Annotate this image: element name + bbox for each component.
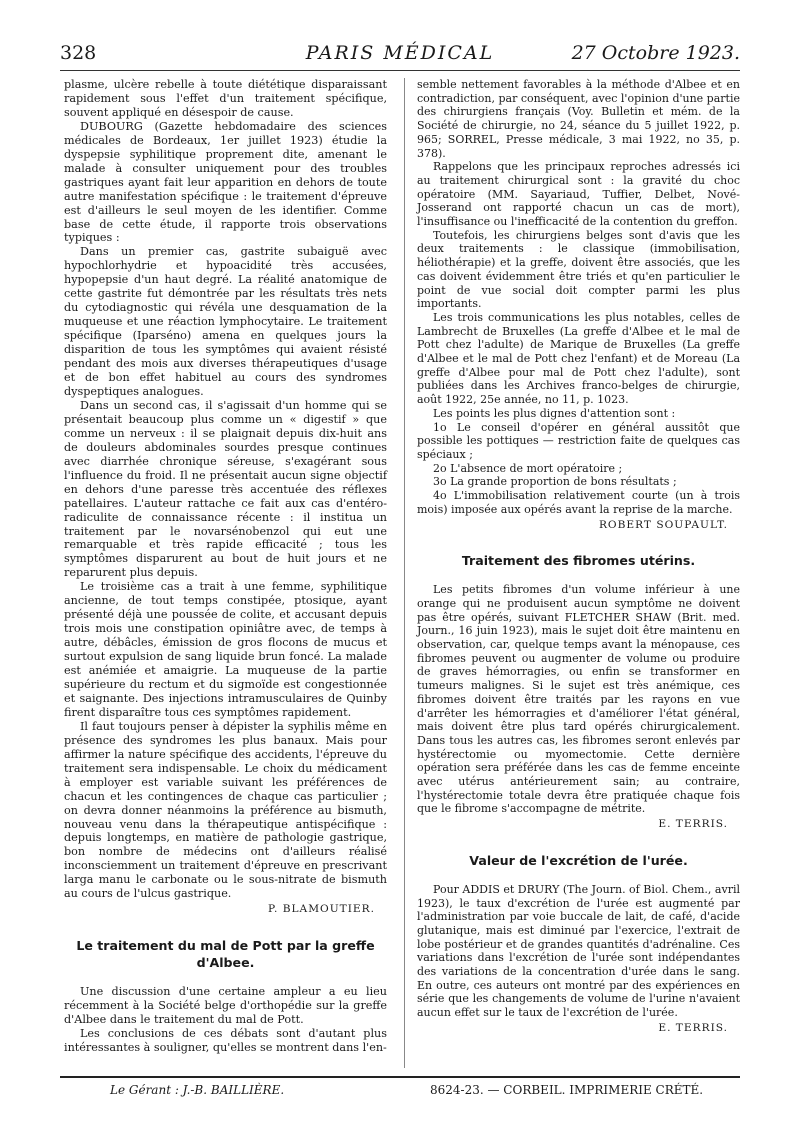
left-column [64, 78, 387, 1055]
paragraph: Les trois communications les plus notables, celles de Lambrecht de Bruxelles (La greffe d'Albee et le mal de Pott chez l'adulte) de Marique de Bruxelles (La greffe d'Albee et le mal de Pott chez l'enfant) et de Moreau (La greffe d'Albee pour mal de Pott chez l'adulte), sont publiées dans les Archives franco-belges de chirurgie, août 1922, 25e année, no 11, p. 1023. [417, 310, 740, 407]
list-item: 4o L'immobilisation relativement courte (un à trois mois) imposée aux opérés avant la reprise de la marche. [417, 489, 740, 516]
right-column [417, 78, 740, 1036]
paragraph: semble nettement favorables à la méthode d'Albee et en contradiction, par conséquent, avec l'opinion d'une partie des chirurgiens français (Voy. Bulletin et mém. de la Société de chirurgie, no 24, séance du 5 juillet 1922, p. 965; SORREL, Presse médicale, 3 mai 1922, no 35, p. 378). [417, 78, 740, 160]
author-signature: P. BLAMOUTIER. [268, 903, 375, 916]
list-item: 1o Le conseil d'opérer en général aussitôt que possible les pottiques — restriction faite de quelques cas spéciaux ; [417, 420, 740, 461]
paragraph: Le troisième cas a trait à une femme, syphilitique ancienne, de tout temps constipée, ptosique, ayant présenté déjà une poussée de colite, et accusant depuis trois mois une constipation opiniâtre avec, de temps à autre, débâcles, émission de gros flocons de mucus et surtout expulsion de sang liquide brun foncé. La malade est anémiée et amaigrie. La muqueuse de la partie supérieure du rectum et du sigmoïde est congestionnée et saignante. Des injections intramusculaires de Quinby firent disparaître tous ces symptômes rapidement. [64, 580, 387, 719]
paragraph: plasme, ulcère rebelle à toute diététique disparaissant rapidement sous l'effet d'un traitement spécifique, souvent appliqué en désespoir de cause. [64, 78, 387, 119]
page-number: 328 [60, 42, 97, 64]
journal-title: PARIS MÉDICAL [305, 42, 495, 64]
list-item: 3o La grande proportion de bons résultats ; [433, 475, 677, 489]
paragraph: Les points les plus dignes d'attention sont : [433, 406, 676, 420]
paragraph: Rappelons que les principaux reproches adressés ici au traitement chirurgical sont : la gravité du choc opératoire (MM. Sayariaud, Tuffier, Delbet, Nové-Josserand ont rapporté chacun un cas de mort), l'insuffisance ou l'inefficacité de la contention du greffon. [417, 160, 740, 229]
header-rule [60, 70, 740, 71]
footer-manager: Le Gérant : J.-B. BAILLIÈRE. [110, 1083, 285, 1097]
paragraph: Les petits fibromes d'un volume inférieur à une orange qui ne produisent aucun symptôme ne doivent pas être opérés, suivant FLETCHER SHAW (Brit. med. Journ., 16 juin 1923), mais le sujet doit être maintenu en observation, car, quelque temps avant la ménopause, ces fibromes peuvent ou augmenter de volume ou produire de graves hémorragies, ou enfin se transformer en tumeurs malignes. Si le sujet est très anémique, ces fibromes doivent être traités par les rayons en vue d'arrêter les hémorragies et d'améliorer l'état général, mais doivent être plus tard opérés chirurgicalement. Dans tous les autres cas, les fibromes seront enlevés par hystérectomie ou myomectomie. Cette dernière opération sera préférée dans les cas de femme enceinte avec utérus antérieurement sain; au contraire, l'hystérectomie totale devra être pratiquée chaque fois que le fibrome s'accompagne de métrite. [417, 583, 740, 816]
section-title: Traitement des fibromes utérins. [461, 553, 696, 569]
author-signature: E. TERRIS. [658, 818, 728, 831]
paragraph: Dans un premier cas, gastrite subaiguë avec hypochlorhydrie et hypoacidité très accusées, hypopepsie d'un haut degré. La réalité anatomique de cette gastrite fut démontrée par les résultats très nets du cytodiagnostic qui révéla une desquamation de la muqueuse et une réaction lymphocytaire. Le traitement spécifique (Iparséno) amena en quelques jours la disparition de tous les symptômes qui avaient résisté pendant des mois aux diverses thérapeutiques d'usage et de bon effet habituel au cours des syndromes dyspeptiques analogues. [64, 245, 387, 398]
paragraph: Pour ADDIS et DRURY (The Journ. of Biol. Chem., avril 1923), le taux d'excrétion de l'urée est augmenté par l'administration par voie buccale de lait, de café, d'acide glutanique, mais est diminué par l'exercice, l'extrait de lobe postérieur et de grandes quantités d'adrénaline. Ces variations dans l'excrétion de l'urée sont indépendantes des variations de la concentration d'urée dans le sang. En outre, ces auteurs ont montré par des expériences en série que les changements de volume de l'urine n'avaient aucun effet sur le taux de l'excrétion de l'urée. [417, 882, 740, 1020]
section-title: Valeur de l'excrétion de l'urée. [469, 852, 688, 868]
running-header [60, 42, 740, 72]
list-item: 2o L'absence de mort opératoire ; [433, 461, 623, 475]
section-title: Le traitement du mal de Pott par la greffe d'Albee. [76, 938, 375, 971]
author-signature: E. TERRIS. [658, 1021, 728, 1034]
paragraph: Une discussion d'une certaine ampleur a eu lieu récemment à la Société belge d'orthopédie sur la greffe d'Albee dans le traitement du mal de Pott. [64, 985, 387, 1027]
footer-printer: 8624-23. — CORBEIL. IMPRIMERIE CRÉTÉ. [430, 1083, 704, 1097]
page-footer [60, 1083, 740, 1103]
column-divider [404, 78, 405, 1068]
paragraph: Il faut toujours penser à dépister la syphilis même en présence des syndromes les plus banaux. Mais pour affirmer la nature spécifique des accidents, l'épreuve du traitement sera indispensable. Le choix du médicament à employer est variable suivant les préférences de chacun et les contingences de chaque cas particulier ; on devra donner néanmoins la préférence au bismuth, nouveau venu dans la thérapeutique antispécifique : depuis longtemps, en matière de pathologie gastrique, bon nombre de médecins ont d'ailleurs réalisé inconsciemment un traitement d'épreuve en prescrivant larga manu le carbonate ou le sous-nitrate de bismuth au cours de l'ulcus gastrique. [64, 719, 387, 901]
paragraph: DUBOURG (Gazette hebdomadaire des sciences médicales de Bordeaux, 1er juillet 1923) étudie la dyspepsie syphilitique proprement dite, amenant le malade à consulter uniquement pour des troubles gastriques ayant fait leur apparition en dehors de toute autre manifestation spécifique : le traitement d'épreuve est d'ailleurs le seul moyen de les identifier. Comme base de cette étude, il rapporte trois observations typiques : [64, 119, 387, 245]
paragraph: Dans un second cas, il s'agissait d'un homme qui se présentait beaucoup plus comme un « digestif » que comme un nerveux : il se plaignait depuis dix-huit ans de douleurs abdominales sourdes presque continues avec diarrhée chronique séreuse, s'exagérant sous l'influence du froid. Il ne présentait aucun signe objectif en dehors d'une paresse très accentuée des réflexes patellaires. L'auteur rattache ce fait aux cas d'entéro-radiculite de connaissance récente : il institua un traitement par le novarsénobenzol qui eut une remarquable et très rapide efficacité ; tous les symptômes disparurent au bout de huit jours et ne reparurent plus depuis. [64, 398, 387, 580]
issue-date: 27 Octobre 1923. [571, 42, 740, 64]
paragraph: Toutefois, les chirurgiens belges sont d'avis que les deux traitements : le classique (immobilisation, héliothérapie) et la greffe, doivent être associés, que les cas doivent évidemment être triés et qu'en particulier le point de vue social doit compter parmi les plus importants. [417, 228, 740, 311]
author-signature: ROBERT SOUPAULT. [598, 518, 728, 531]
footer-rule [60, 1076, 740, 1078]
paragraph: Les conclusions de ces débats sont d'autant plus intéressantes à souligner, qu'elles se montrent dans l'en- [64, 1027, 387, 1054]
